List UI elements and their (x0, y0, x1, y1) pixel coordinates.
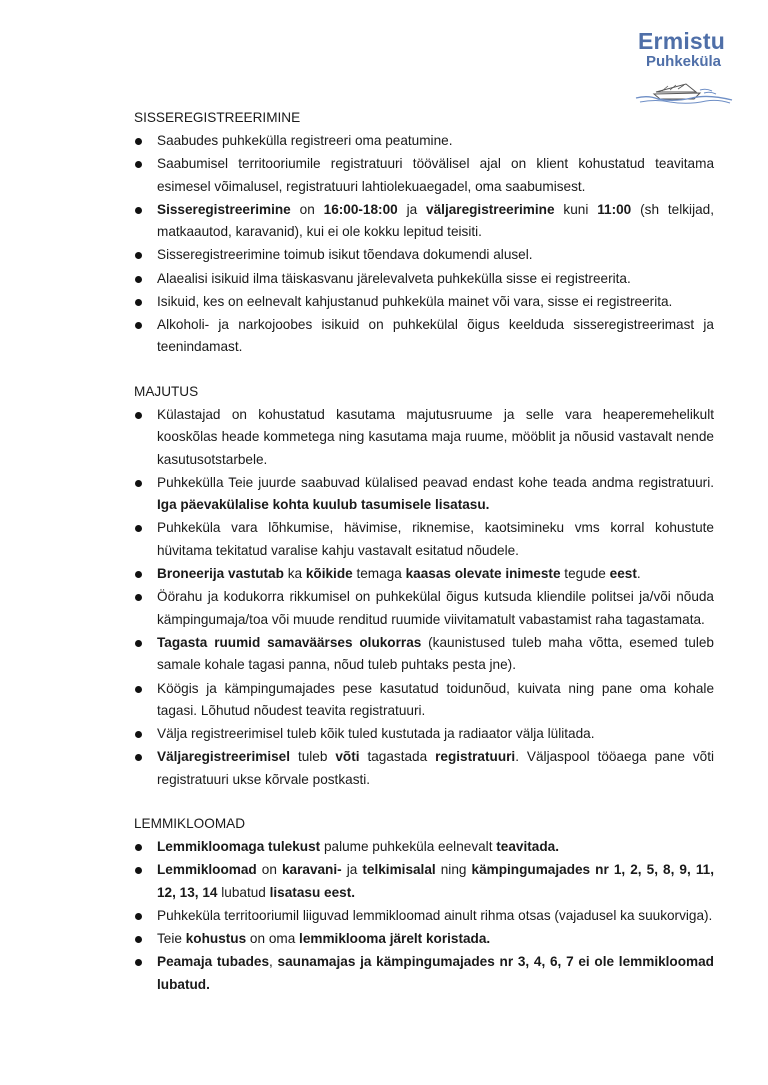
rules-content (134, 107, 714, 997)
text: , (269, 954, 278, 970)
text: Puhkekülla Teie juurde saabuvad külalised peavad endast kohe teada andma registratuuri. (157, 474, 714, 490)
list-item (134, 951, 714, 996)
logo-title: Ermistu (638, 28, 726, 54)
list-item (134, 472, 714, 517)
text: on (290, 201, 324, 217)
logo-subtitle: Puhkeküla (646, 53, 722, 70)
list-item (134, 130, 714, 152)
text: Puhkeküla vara lõhkumise, hävimise, riknemise, kaotsimineku vms korral kohustute hüvitama tekitatud varalise kahju vastavalt esitatud nõudele. (157, 520, 714, 558)
section-heading: LEMMIKLOOMAD (134, 816, 246, 832)
bold-text: Lemmikloomad (157, 862, 257, 878)
bold-text: Broneerija vastutab (157, 566, 284, 582)
list-item (134, 563, 714, 585)
bold-text: Iga päevakülalise kohta kuulub tasumisele lisatasu. (157, 497, 490, 513)
list-item (134, 859, 714, 904)
bold-text: registratuuri (435, 749, 516, 765)
rule-list (134, 404, 714, 791)
list-item (134, 632, 714, 677)
text: . Väljaspool tööaega pane võti registratuuri ukse kõrvale postkasti. (157, 749, 714, 787)
rule-list (134, 836, 714, 996)
text: on oma (246, 931, 300, 947)
text: kuni (554, 201, 598, 217)
text: ja (397, 201, 427, 217)
text: ka (283, 566, 306, 582)
bold-text: kämpingumajades nr 1, 2, 5, 8, 9, 11, 12, 13, 14 (157, 862, 714, 900)
text: tegude (560, 566, 610, 582)
list-item (134, 199, 714, 244)
rule-list (134, 130, 714, 359)
text: palume puhkeküla eelnevalt (320, 839, 497, 855)
bold-text: 16:00-18:00 (323, 201, 398, 217)
list-item (134, 153, 714, 198)
list-item (134, 723, 714, 745)
bold-text: võti (335, 749, 360, 765)
text: Teie (157, 931, 186, 947)
bold-text: lemmiklooma järelt koristada. (299, 931, 491, 947)
text: ja (341, 862, 363, 878)
list-item (134, 905, 714, 927)
bold-text: kaasas olevate inimeste (405, 566, 561, 582)
text: on (256, 862, 282, 878)
text: Külastajad on kohustatud kasutama majutusruume ja selle vara heaperemehelikult kooskõlas heade kommetega ning kasutama maja ruume, mööblit ja nõusid vastavalt nende kasutusotstarbele. (157, 406, 714, 467)
text: temaga (352, 566, 406, 582)
bold-text: karavani- (281, 862, 342, 878)
text: (sh telkijad, matkaautod, karavanid), kui ei ole kokku lepitud teisiti. (157, 201, 714, 240)
ermistu-logo (628, 28, 738, 108)
bold-text: eest (609, 566, 637, 582)
list-item (134, 268, 714, 290)
text: Välja registreerimisel tuleb kõik tuled kustutada ja radiaator välja lülitada. (157, 726, 595, 742)
section-lemmikloomad (134, 813, 714, 996)
bold-text: teavitada. (496, 839, 559, 855)
text: tuleb (290, 749, 336, 765)
bold-text: telkimisalal (362, 862, 436, 878)
section-majutus (134, 381, 714, 791)
text: Sisseregistreerimine toimub isikut tõendava dokumendi alusel. (157, 247, 533, 263)
list-item (134, 314, 714, 359)
list-item (134, 244, 714, 266)
bold-text: Peamaja tubades (157, 954, 270, 970)
bold-text: Sisseregistreerimine (157, 201, 291, 217)
text: Alaealisi isikuid ilma täiskasvanu järelevalveta puhkekülla sisse ei registreerita. (157, 270, 631, 286)
bold-text: Väljaregistreerimisel (157, 749, 290, 765)
bold-text: kõikide (305, 566, 353, 582)
list-item (134, 678, 714, 723)
bold-text: Tagasta ruumid samaväärses olukorras (157, 634, 422, 650)
list-item (134, 517, 714, 562)
text: Isikuid, kes on eelnevalt kahjustanud puhkeküla mainet või vara, sisse ei registreerita. (157, 293, 673, 309)
text: Saabumisel territooriumile registratuuri töövälisel ajal on klient kohustatud teavitama esimesel võimalusel, registratuuri lahtiolekuaegadel, oma saabumisest. (157, 156, 714, 194)
bold-text: kohustus (185, 931, 247, 947)
text: Saabudes puhkekülla registreeri oma peatumine. (157, 133, 453, 148)
text: (kaunistused tuleb maha võtta, esemed tuleb samale kohale tagasi panna, nõud tuleb puhtaks pesta jne). (157, 634, 714, 673)
section-heading: SISSEREGISTREERIMINE (134, 110, 301, 125)
list-item (134, 746, 714, 791)
text: lubatud (217, 884, 270, 900)
section-sisseregistreerimine (134, 107, 714, 359)
boat-waves-icon (634, 78, 734, 106)
list-item (134, 291, 714, 313)
bold-text: lisatasu eest. (269, 884, 356, 900)
text: . (636, 566, 641, 582)
section-heading: MAJUTUS (134, 383, 199, 399)
text: Öörahu ja kodukorra rikkumisel on puhkekülal õigus kutsuda kliendile politsei ja/või nõuda kämpingumaja/toa või muude renditud ruumide viivitamatult vabastamist raha tagastamata. (157, 589, 714, 627)
list-item (134, 928, 714, 950)
list-item (134, 836, 714, 858)
bold-text: saunamajas ja kämpingumajades nr 3, 4, 6, 7 ei ole lemmikloomad lubatud. (157, 954, 714, 992)
bold-text: 11:00 (597, 201, 632, 217)
text: Puhkeküla territooriumil liiguvad lemmikloomad ainult rihma otsas (vajadusel ka suukorviga). (157, 907, 713, 923)
text: tagastada (359, 749, 436, 765)
text: Alkoholi- ja narkojoobes isikuid on puhkekülal õigus keelduda sisseregistreerimast ja teenindamast. (157, 317, 714, 355)
list-item (134, 586, 714, 631)
text: ning (435, 862, 472, 878)
bold-text: Lemmikloomaga tulekust (157, 839, 321, 855)
text: Köögis ja kämpingumajades pese kasutatud toidunõud, kuivata ning pane oma kohale tagasi. Lõhutud nõudest teavita registratuuri. (157, 680, 714, 718)
list-item (134, 404, 714, 471)
bold-text: väljaregistreerimine (426, 201, 555, 217)
